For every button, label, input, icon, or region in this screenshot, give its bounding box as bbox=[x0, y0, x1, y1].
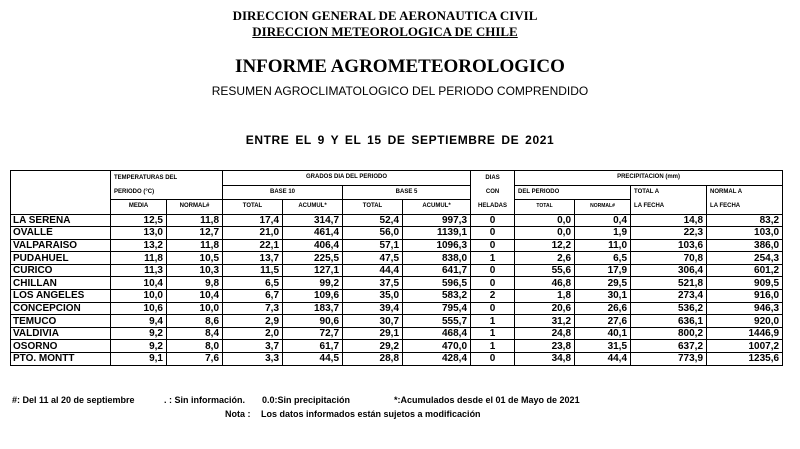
pp-total-fecha-cell: 800,2 bbox=[631, 327, 707, 340]
pp-normal-fecha-cell: 920,0 bbox=[707, 315, 783, 328]
base10-total-cell: 13,7 bbox=[223, 252, 283, 265]
base10-acumul-cell: 99,2 bbox=[283, 277, 343, 290]
table-row bbox=[11, 340, 783, 353]
pp-periodo-total-cell: 23,8 bbox=[515, 340, 575, 353]
pp-periodo-normal-cell: 11,0 bbox=[575, 239, 631, 252]
pp-periodo-normal-cell: 27,6 bbox=[575, 315, 631, 328]
pp-total-fecha-cell: 636,1 bbox=[631, 315, 707, 328]
header-pp-normal: NORMAL# bbox=[575, 200, 631, 215]
report-subtitle: RESUMEN AGROCLIMATOLOGICO DEL PERIODO COMPRENDIDO bbox=[211, 84, 589, 98]
temp-media-cell: 11,3 bbox=[111, 264, 167, 277]
header-normal-a: NORMAL A bbox=[707, 185, 783, 200]
dias-heladas-cell: 0 bbox=[471, 239, 515, 252]
dias-heladas-cell: 0 bbox=[471, 302, 515, 315]
dias-heladas-cell: 1 bbox=[471, 252, 515, 265]
temp-normal-cell: 10,5 bbox=[167, 252, 223, 265]
temp-media-cell: 13,0 bbox=[111, 227, 167, 240]
footer-nota-text: Los datos informados están sujetos a modificación bbox=[261, 409, 481, 419]
station-name-cell: TEMUCO bbox=[11, 315, 111, 328]
header-con: CON bbox=[471, 185, 515, 200]
table-row bbox=[11, 290, 783, 303]
base5-acumul-cell: 470,0 bbox=[403, 340, 471, 353]
dias-heladas-cell: 0 bbox=[471, 214, 515, 227]
footer-nota bbox=[225, 409, 481, 419]
pp-total-fecha-cell: 521,8 bbox=[631, 277, 707, 290]
header-normal: NORMAL# bbox=[167, 200, 223, 215]
dias-heladas-cell: 1 bbox=[471, 340, 515, 353]
base5-acumul-cell: 795,4 bbox=[403, 302, 471, 315]
pp-total-fecha-cell: 103,6 bbox=[631, 239, 707, 252]
pp-periodo-total-cell: 12,2 bbox=[515, 239, 575, 252]
header-total-la-fecha: LA FECHA bbox=[631, 200, 707, 215]
dias-heladas-cell: 1 bbox=[471, 315, 515, 328]
pp-periodo-total-cell: 34,8 bbox=[515, 353, 575, 366]
org-name-line1: DIRECCION GENERAL DE AERONAUTICA CIVIL bbox=[232, 8, 538, 23]
base10-total-cell: 11,5 bbox=[223, 264, 283, 277]
org-name-line2-text: DIRECCION METEOROLOGICA DE CHILE bbox=[252, 24, 518, 39]
table-row bbox=[11, 252, 783, 265]
pp-periodo-normal-cell: 29,5 bbox=[575, 277, 631, 290]
temp-media-cell: 12,5 bbox=[111, 214, 167, 227]
base10-total-cell: 7,3 bbox=[223, 302, 283, 315]
pp-periodo-total-cell: 31,2 bbox=[515, 315, 575, 328]
pp-periodo-total-cell: 0,0 bbox=[515, 214, 575, 227]
base5-total-cell: 56,0 bbox=[343, 227, 403, 240]
agro-data-table bbox=[10, 170, 783, 366]
pp-total-fecha-cell: 306,4 bbox=[631, 264, 707, 277]
pp-total-fecha-cell: 70,8 bbox=[631, 252, 707, 265]
header-periodo-c: PERIODO (°C) bbox=[111, 185, 223, 200]
base10-total-cell: 2,0 bbox=[223, 327, 283, 340]
pp-periodo-total-cell: 1,8 bbox=[515, 290, 575, 303]
temp-normal-cell: 9,8 bbox=[167, 277, 223, 290]
temp-normal-cell: 7,6 bbox=[167, 353, 223, 366]
base5-acumul-cell: 997,3 bbox=[403, 214, 471, 227]
header-dias: DIAS bbox=[471, 171, 515, 186]
base5-total-cell: 29,2 bbox=[343, 340, 403, 353]
header-del-periodo: DEL PERIODO bbox=[515, 185, 631, 200]
header-b10-acumul: ACUMUL* bbox=[283, 200, 343, 215]
temp-media-cell: 10,4 bbox=[111, 277, 167, 290]
base10-total-cell: 3,7 bbox=[223, 340, 283, 353]
dias-heladas-cell: 0 bbox=[471, 264, 515, 277]
base5-total-cell: 30,7 bbox=[343, 315, 403, 328]
base5-acumul-cell: 838,0 bbox=[403, 252, 471, 265]
temp-media-cell: 11,8 bbox=[111, 252, 167, 265]
base5-total-cell: 29,1 bbox=[343, 327, 403, 340]
pp-normal-fecha-cell: 916,0 bbox=[707, 290, 783, 303]
temp-media-cell: 9,1 bbox=[111, 353, 167, 366]
table-row bbox=[11, 227, 783, 240]
base5-total-cell: 57,1 bbox=[343, 239, 403, 252]
pp-normal-fecha-cell: 1235,6 bbox=[707, 353, 783, 366]
table-row bbox=[11, 264, 783, 277]
table-row bbox=[11, 327, 783, 340]
base10-acumul-cell: 461,4 bbox=[283, 227, 343, 240]
temp-media-cell: 10,6 bbox=[111, 302, 167, 315]
temp-normal-cell: 11,8 bbox=[167, 239, 223, 252]
base5-acumul-cell: 1139,1 bbox=[403, 227, 471, 240]
pp-normal-fecha-cell: 83,2 bbox=[707, 214, 783, 227]
station-name-cell: CHILLAN bbox=[11, 277, 111, 290]
station-name-cell: LOS ANGELES bbox=[11, 290, 111, 303]
base10-total-cell: 17,4 bbox=[223, 214, 283, 227]
footer-note-sin-info: . : Sin información. bbox=[164, 395, 246, 405]
pp-normal-fecha-cell: 946,3 bbox=[707, 302, 783, 315]
footer-note-acumulados: *:Acumulados desde el 01 de Mayo de 2021 bbox=[394, 395, 580, 405]
report-title: INFORME AGROMETEOROLOGICO bbox=[235, 56, 565, 77]
header-cell-empty bbox=[11, 200, 111, 215]
temp-media-cell: 13,2 bbox=[111, 239, 167, 252]
header-temperaturas: TEMPERATURAS DEL bbox=[111, 171, 223, 186]
base10-acumul-cell: 72,7 bbox=[283, 327, 343, 340]
pp-periodo-total-cell: 0,0 bbox=[515, 227, 575, 240]
temp-normal-cell: 10,4 bbox=[167, 290, 223, 303]
base10-acumul-cell: 183,7 bbox=[283, 302, 343, 315]
dias-heladas-cell: 0 bbox=[471, 353, 515, 366]
header-total-a: TOTAL A bbox=[631, 185, 707, 200]
dias-heladas-cell: 0 bbox=[471, 227, 515, 240]
station-name-cell: PUDAHUEL bbox=[11, 252, 111, 265]
base5-total-cell: 35,0 bbox=[343, 290, 403, 303]
pp-periodo-normal-cell: 6,5 bbox=[575, 252, 631, 265]
header-b5-total: TOTAL bbox=[343, 200, 403, 215]
base10-total-cell: 21,0 bbox=[223, 227, 283, 240]
base10-acumul-cell: 109,6 bbox=[283, 290, 343, 303]
temp-normal-cell: 12,7 bbox=[167, 227, 223, 240]
dias-heladas-cell: 1 bbox=[471, 327, 515, 340]
base10-acumul-cell: 406,4 bbox=[283, 239, 343, 252]
header-cell-empty bbox=[11, 185, 111, 200]
header-normal-la-fecha: LA FECHA bbox=[707, 200, 783, 215]
temp-normal-cell: 10,0 bbox=[167, 302, 223, 315]
header-row-3 bbox=[11, 200, 783, 215]
base10-total-cell: 6,5 bbox=[223, 277, 283, 290]
station-name-cell: OVALLE bbox=[11, 227, 111, 240]
pp-normal-fecha-cell: 254,3 bbox=[707, 252, 783, 265]
station-name-cell: VALPARAISO bbox=[11, 239, 111, 252]
base5-total-cell: 44,4 bbox=[343, 264, 403, 277]
base5-total-cell: 39,4 bbox=[343, 302, 403, 315]
header-base5: BASE 5 bbox=[343, 185, 471, 200]
temp-normal-cell: 10,3 bbox=[167, 264, 223, 277]
base10-total-cell: 2,9 bbox=[223, 315, 283, 328]
base5-total-cell: 37,5 bbox=[343, 277, 403, 290]
station-name-cell: PTO. MONTT bbox=[11, 353, 111, 366]
pp-total-fecha-cell: 637,2 bbox=[631, 340, 707, 353]
base10-acumul-cell: 225,5 bbox=[283, 252, 343, 265]
station-name-cell: LA SERENA bbox=[11, 214, 111, 227]
pp-periodo-normal-cell: 30,1 bbox=[575, 290, 631, 303]
table-row bbox=[11, 214, 783, 227]
base10-total-cell: 6,7 bbox=[223, 290, 283, 303]
header-heladas: HELADAS bbox=[471, 200, 515, 215]
temp-normal-cell: 8,6 bbox=[167, 315, 223, 328]
temp-normal-cell: 11,8 bbox=[167, 214, 223, 227]
temp-media-cell: 9,2 bbox=[111, 327, 167, 340]
base5-acumul-cell: 583,2 bbox=[403, 290, 471, 303]
pp-periodo-total-cell: 20,6 bbox=[515, 302, 575, 315]
base5-acumul-cell: 1096,3 bbox=[403, 239, 471, 252]
pp-total-fecha-cell: 273,4 bbox=[631, 290, 707, 303]
base10-acumul-cell: 127,1 bbox=[283, 264, 343, 277]
station-name-cell: CURICO bbox=[11, 264, 111, 277]
pp-periodo-total-cell: 55,6 bbox=[515, 264, 575, 277]
pp-normal-fecha-cell: 1007,2 bbox=[707, 340, 783, 353]
header-precipitacion: PRECIPITACION (mm) bbox=[515, 171, 783, 186]
temp-media-cell: 10,0 bbox=[111, 290, 167, 303]
pp-periodo-normal-cell: 17,9 bbox=[575, 264, 631, 277]
pp-periodo-normal-cell: 0,4 bbox=[575, 214, 631, 227]
pp-total-fecha-cell: 14,8 bbox=[631, 214, 707, 227]
pp-normal-fecha-cell: 103,0 bbox=[707, 227, 783, 240]
base10-acumul-cell: 44,5 bbox=[283, 353, 343, 366]
header-grados-dia: GRADOS DIA DEL PERIODO bbox=[223, 171, 471, 186]
header-row-1 bbox=[11, 171, 783, 186]
table-row bbox=[11, 353, 783, 366]
base10-total-cell: 3,3 bbox=[223, 353, 283, 366]
base5-acumul-cell: 596,5 bbox=[403, 277, 471, 290]
table-row bbox=[11, 302, 783, 315]
base5-acumul-cell: 428,4 bbox=[403, 353, 471, 366]
pp-periodo-total-cell: 2,6 bbox=[515, 252, 575, 265]
pp-normal-fecha-cell: 1446,9 bbox=[707, 327, 783, 340]
header-b5-acumul: ACUMUL* bbox=[403, 200, 471, 215]
pp-periodo-normal-cell: 40,1 bbox=[575, 327, 631, 340]
footer-nota-label: Nota : bbox=[225, 409, 251, 419]
header-row-2 bbox=[11, 185, 783, 200]
pp-periodo-normal-cell: 31,5 bbox=[575, 340, 631, 353]
table-row bbox=[11, 239, 783, 252]
org-name-line2 bbox=[0, 24, 770, 40]
table-row bbox=[11, 315, 783, 328]
header-cell-empty bbox=[11, 171, 111, 186]
base5-acumul-cell: 555,7 bbox=[403, 315, 471, 328]
report-period: ENTRE EL 9 Y EL 15 DE SEPTIEMBRE DE 2021 bbox=[245, 133, 555, 147]
station-name-cell: VALDIVIA bbox=[11, 327, 111, 340]
base10-total-cell: 22,1 bbox=[223, 239, 283, 252]
header-base10: BASE 10 bbox=[223, 185, 343, 200]
pp-periodo-normal-cell: 44,4 bbox=[575, 353, 631, 366]
temp-normal-cell: 8,4 bbox=[167, 327, 223, 340]
footer-note-normal: #: Del 11 al 20 de septiembre bbox=[12, 395, 135, 405]
base10-acumul-cell: 61,7 bbox=[283, 340, 343, 353]
pp-total-fecha-cell: 536,2 bbox=[631, 302, 707, 315]
dias-heladas-cell: 0 bbox=[471, 277, 515, 290]
pp-total-fecha-cell: 22,3 bbox=[631, 227, 707, 240]
header-media: MEDIA bbox=[111, 200, 167, 215]
temp-media-cell: 9,2 bbox=[111, 340, 167, 353]
base5-total-cell: 47,5 bbox=[343, 252, 403, 265]
pp-normal-fecha-cell: 601,2 bbox=[707, 264, 783, 277]
pp-periodo-normal-cell: 1,9 bbox=[575, 227, 631, 240]
pp-periodo-normal-cell: 26,6 bbox=[575, 302, 631, 315]
header-b10-total: TOTAL bbox=[223, 200, 283, 215]
pp-normal-fecha-cell: 909,5 bbox=[707, 277, 783, 290]
header-pp-total: TOTAL bbox=[515, 200, 575, 215]
base5-acumul-cell: 641,7 bbox=[403, 264, 471, 277]
dias-heladas-cell: 2 bbox=[471, 290, 515, 303]
base5-acumul-cell: 468,4 bbox=[403, 327, 471, 340]
station-name-cell: CONCEPCION bbox=[11, 302, 111, 315]
base5-total-cell: 52,4 bbox=[343, 214, 403, 227]
pp-periodo-total-cell: 24,8 bbox=[515, 327, 575, 340]
temp-media-cell: 9,4 bbox=[111, 315, 167, 328]
base5-total-cell: 28,8 bbox=[343, 353, 403, 366]
table-row bbox=[11, 277, 783, 290]
pp-total-fecha-cell: 773,9 bbox=[631, 353, 707, 366]
base10-acumul-cell: 90,6 bbox=[283, 315, 343, 328]
temp-normal-cell: 8,0 bbox=[167, 340, 223, 353]
footer-note-sin-pp: 0.0:Sin precipitación bbox=[262, 395, 351, 405]
base10-acumul-cell: 314,7 bbox=[283, 214, 343, 227]
pp-periodo-total-cell: 46,8 bbox=[515, 277, 575, 290]
station-name-cell: OSORNO bbox=[11, 340, 111, 353]
pp-normal-fecha-cell: 386,0 bbox=[707, 239, 783, 252]
